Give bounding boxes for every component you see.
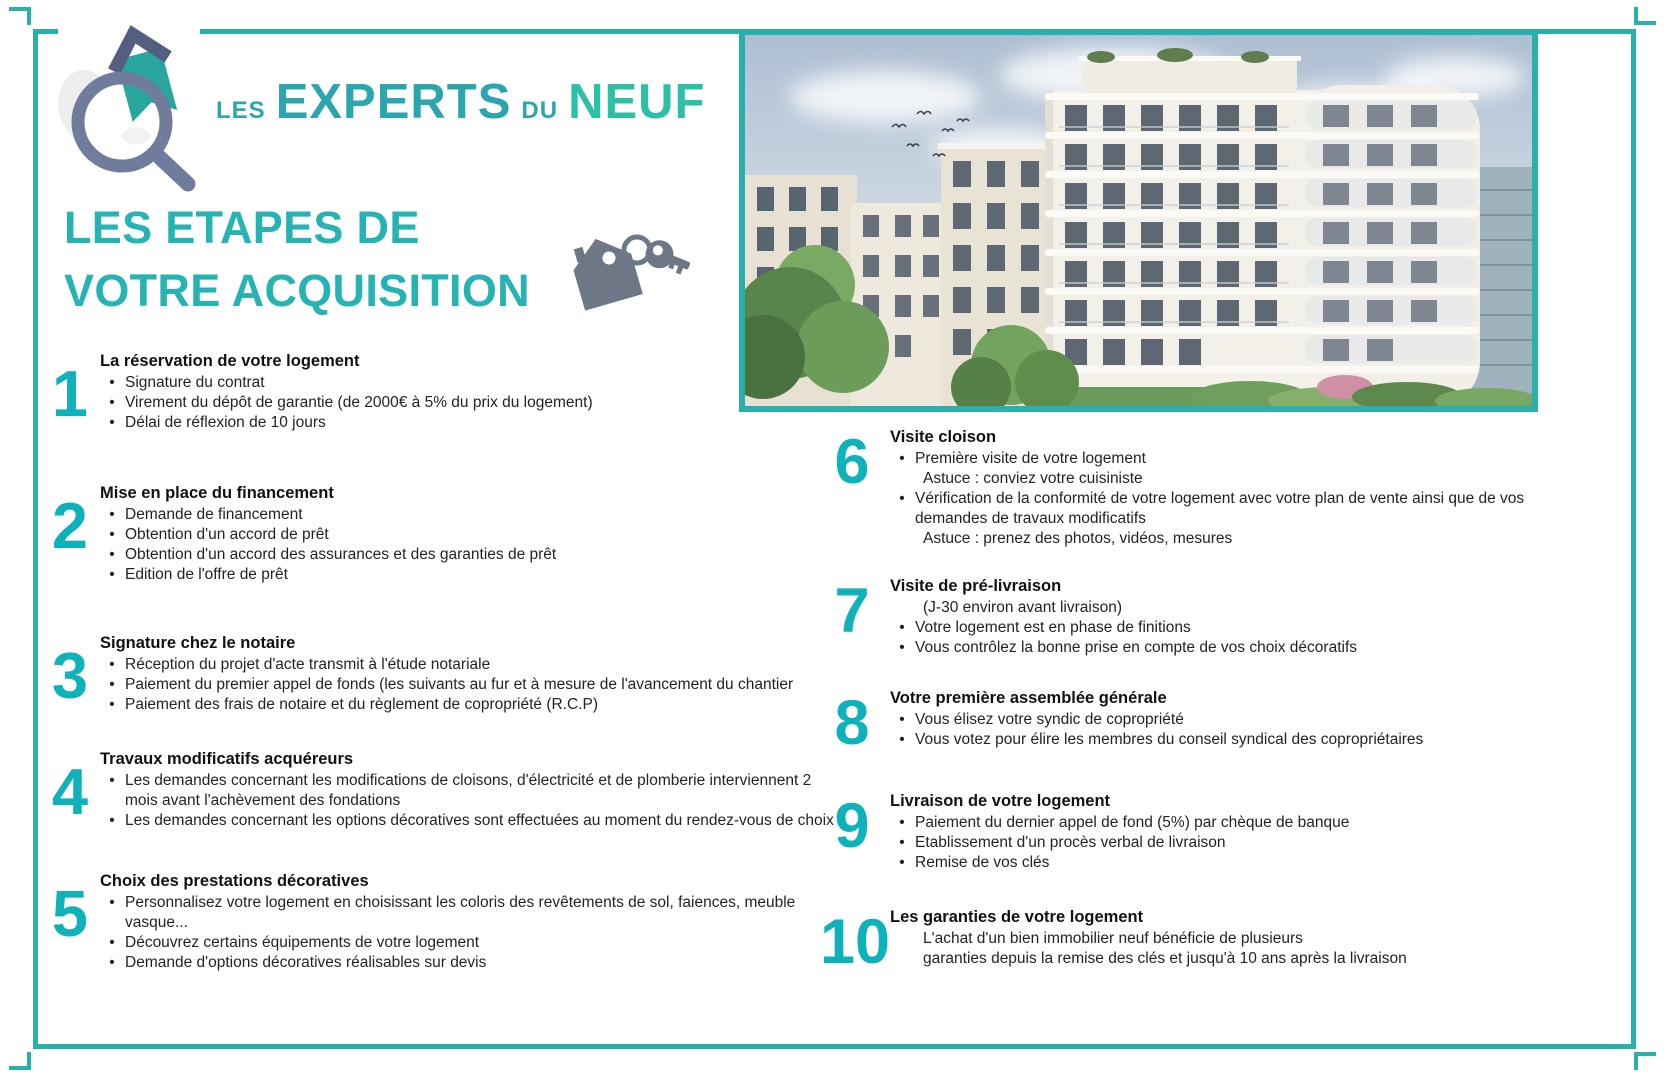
step-content (100, 483, 840, 585)
item-text: Virement du dépôt de garantie (de 2000€ à 5% du prix du logement) (125, 394, 593, 411)
step-heading: Choix des prestations décoratives (100, 872, 369, 890)
step-4 (40, 749, 840, 831)
step-content (884, 688, 1565, 750)
item-text: Les demandes concernant les modifications de cloisons, d'électricité et de plomberie interviennent 2 mois avant l'achèvement des fondations (125, 772, 812, 809)
step-number: 6 (834, 427, 870, 497)
bullet-item (100, 525, 840, 545)
step-number: 7 (834, 576, 870, 646)
bullet-item (890, 710, 1565, 730)
house-magnifier-icon (58, 2, 200, 194)
bullet-dot: • (109, 894, 115, 911)
item-text: Demande d'options décoratives réalisables sur devis (125, 954, 487, 971)
bullet-dot: • (109, 812, 115, 829)
bullet-dot: • (109, 506, 115, 523)
step-heading: Les garanties de votre logement (890, 907, 1144, 926)
step-content (100, 633, 840, 715)
bullet-dot: • (109, 772, 115, 789)
bullet-dot: • (109, 566, 115, 583)
note-item (890, 469, 1565, 489)
step-number: 2 (51, 489, 89, 562)
step-content (884, 907, 1565, 969)
steps-column-right (820, 427, 1565, 977)
step-8 (820, 688, 1565, 758)
item-text: Votre logement est en phase de finitions (915, 619, 1191, 636)
bullet-item (100, 393, 840, 413)
bullet-item (890, 618, 1565, 638)
item-text: Vous contrôlez la bonne prise en compte de vos choix décoratifs (915, 639, 1358, 656)
item-text: Paiement du dernier appel de fond (5%) par chèque de banque (915, 813, 1350, 831)
item-text: Signature du contrat (125, 374, 265, 391)
page-title-line2: VOTRE ACQUISITION (64, 265, 530, 316)
bullet-dot: • (899, 639, 905, 656)
item-text: Les demandes concernant les options décoratives sont effectuées au moment du rendez-vous de choix (125, 812, 834, 829)
item-text: Première visite de votre logement (915, 450, 1146, 467)
bullet-dot: • (109, 954, 115, 971)
item-text: Réception du projet d'acte transmit à l'étude notariale (125, 656, 491, 673)
step-number: 1 (51, 357, 89, 430)
bullet-dot: • (109, 676, 115, 693)
step-heading: Mise en place du financement (100, 484, 334, 502)
step-10 (820, 906, 1565, 977)
item-text: Edition de l'offre de prêt (125, 566, 288, 583)
step-1 (40, 351, 840, 433)
bullet-item (890, 853, 1565, 873)
step-heading: Visite de pré-livraison (890, 577, 1062, 595)
bullet-dot: • (109, 656, 115, 673)
bullet-dot: • (899, 833, 905, 851)
item-text: garanties depuis la remise des clés et jusqu'à 10 ans après la livraison (923, 949, 1407, 967)
step-heading: Votre première assemblée générale (890, 689, 1167, 707)
corner-mark-top-right (1634, 7, 1656, 25)
bullet-dot: • (899, 490, 905, 507)
item-text: Astuce : prenez des photos, vidéos, mesures (923, 530, 1233, 547)
bullet-dot: • (109, 934, 115, 951)
page-title (64, 196, 530, 322)
wordmark-neuf: NEUF (568, 75, 706, 129)
item-text: Vous élisez votre syndic de copropriété (915, 711, 1184, 728)
step-content (884, 791, 1565, 873)
bullet-dot: • (899, 853, 905, 871)
page-title-line1: LES ETAPES DE (64, 202, 420, 253)
step-number: 3 (51, 639, 89, 712)
bullet-dot: • (899, 711, 905, 728)
step-heading: Signature chez le notaire (100, 634, 296, 652)
item-text: Personnalisez votre logement en choisissant les coloris des revêtements de sol, faiences, meuble vasque... (125, 894, 796, 931)
step-7 (820, 576, 1565, 658)
step-content (884, 576, 1565, 658)
bullet-dot: • (109, 374, 115, 391)
bullet-item (100, 545, 840, 565)
wordmark-les: LES (216, 97, 266, 124)
bullet-item (100, 811, 840, 831)
wordmark-du: DU (521, 97, 559, 124)
company-wordmark (216, 74, 705, 130)
bullet-item (100, 893, 840, 933)
bullet-item (890, 730, 1565, 750)
bullet-item (100, 933, 840, 953)
bullet-dot: • (899, 619, 905, 636)
item-text: Obtention d'un accord des assurances et des garanties de prêt (125, 546, 557, 563)
main-building (1045, 48, 1480, 406)
item-text: Remise de vos clés (915, 853, 1050, 871)
bullet-dot: • (109, 414, 115, 431)
bullet-item (100, 695, 840, 715)
bullet-dot: • (109, 696, 115, 713)
bullet-item (890, 813, 1565, 833)
step-9 (820, 791, 1565, 873)
steps-column-left (40, 351, 840, 973)
company-logo (58, 2, 200, 194)
bullet-item (100, 771, 840, 811)
wordmark-experts: EXPERTS (275, 75, 512, 129)
item-text: Etablissement d'un procès verbal de livraison (915, 833, 1226, 851)
item-text: Paiement des frais de notaire et du règlement de copropriété (R.C.P) (125, 696, 598, 713)
step-number: 9 (834, 790, 870, 861)
bullet-item (890, 449, 1565, 469)
item-text: L'achat d'un bien immobilier neuf bénéficie de plusieurs (923, 929, 1303, 947)
item-text: Astuce : conviez votre cuisiniste (923, 470, 1143, 487)
item-text: Obtention d'un accord de prêt (125, 526, 329, 543)
house-key-icon (560, 220, 692, 315)
item-text: Vérification de la conformité de votre logement avec votre plan de vente ainsi que de vos demandes de travaux modificatifs (915, 490, 1525, 527)
bullet-item (100, 675, 840, 695)
item-text: Vous votez pour élire les membres du conseil syndical des copropriétaires (915, 731, 1424, 748)
step-heading: Livraison de votre logement (890, 791, 1111, 810)
corner-mark-top-left (9, 7, 31, 25)
bullet-item (890, 833, 1565, 853)
bullet-dot: • (109, 394, 115, 411)
bullet-item (100, 953, 840, 973)
item-text: Découvrez certains équipements de votre logement (125, 934, 480, 951)
building-illustration (745, 35, 1532, 406)
note-item (890, 929, 1565, 949)
corner-mark-bottom-left (9, 1052, 31, 1070)
note-item (890, 949, 1565, 969)
item-text: (J-30 environ avant livraison) (923, 599, 1123, 616)
step-number: 10 (820, 906, 891, 977)
bullet-dot: • (899, 813, 905, 831)
bullet-item (100, 655, 840, 675)
bullet-dot: • (109, 546, 115, 563)
corner-mark-bottom-right (1634, 1052, 1656, 1070)
step-number: 4 (51, 755, 89, 828)
item-text: Délai de réflexion de 10 jours (125, 414, 326, 431)
item-text: Paiement du premier appel de fonds (les suivants au fur et à mesure de l'avancement du chantier (125, 676, 794, 693)
step-number: 5 (51, 877, 89, 950)
bullet-dot: • (109, 526, 115, 543)
step-content (100, 351, 840, 433)
bullet-dot: • (899, 731, 905, 748)
step-5 (40, 871, 840, 973)
step-heading: Visite cloison (890, 428, 997, 446)
bullet-item (100, 505, 840, 525)
step-content (100, 749, 840, 831)
step-heading: La réservation de votre logement (100, 352, 360, 370)
step-6 (820, 427, 1565, 549)
step-2 (40, 483, 840, 585)
bullet-dot: • (899, 450, 905, 467)
step-heading: Travaux modificatifs acquéreurs (100, 750, 354, 768)
bullet-item (100, 565, 840, 585)
bullet-item (890, 638, 1565, 658)
note-item (890, 529, 1565, 549)
step-content (100, 871, 840, 973)
step-number: 8 (834, 688, 870, 758)
step-3 (40, 633, 840, 715)
bullet-item (100, 413, 840, 433)
item-text: Demande de financement (125, 506, 303, 523)
bullet-item (100, 373, 840, 393)
note-item (890, 598, 1565, 618)
step-content (884, 427, 1565, 549)
building-photo (739, 29, 1538, 412)
bullet-item (890, 489, 1565, 529)
